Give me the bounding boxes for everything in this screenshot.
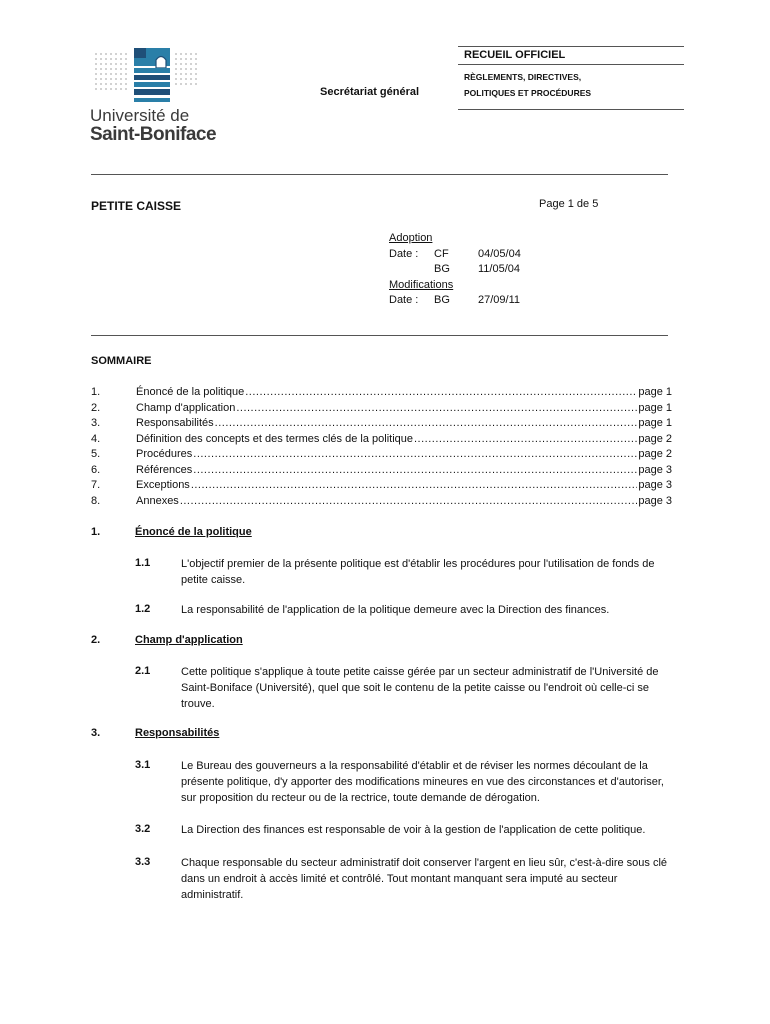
subsection-text: Chaque responsable du secteur administratif doit conserver l'argent en lieu sûr, c'est-à-dire sous clé dans un endroit à accès limité et contrôlé. Tout montant manquant sera imputé au secteur administratif. (181, 857, 668, 901)
toc-num: 1. (91, 386, 101, 398)
toc-item[interactable] (91, 463, 672, 479)
section-title: Responsabilités (135, 727, 220, 739)
toc-page: page 1 (638, 401, 672, 414)
section-number: 2. (91, 634, 101, 646)
document-title: PETITE CAISSE (91, 199, 182, 213)
recueil-divider (458, 109, 684, 110)
toc-item[interactable] (91, 447, 672, 463)
logo-line1: Université de (90, 106, 190, 125)
toc-label: Responsabilités (136, 417, 214, 429)
toc-page: page 1 (638, 386, 672, 398)
toc-label: Exceptions (136, 479, 190, 491)
recueil-box (458, 46, 684, 110)
header-divider (91, 174, 668, 175)
subsection-number: 1.1 (135, 557, 151, 569)
subsection-number: 1.2 (135, 603, 151, 615)
subsection-number: 3.2 (135, 823, 151, 835)
toc-leader (191, 478, 638, 494)
modification-code: BG (434, 294, 450, 306)
subsection-text: La responsabilité de l'application de la politique demeure avec la Direction des finances. (181, 604, 610, 616)
toc-item[interactable] (91, 478, 672, 494)
adoption-code: BG (434, 263, 450, 275)
section-number: 3. (91, 727, 101, 739)
subsection-text: La Direction des finances est responsable de voir à la gestion de l'application de cette politique. (181, 824, 646, 836)
modification-date: 27/09/11 (478, 294, 521, 306)
toc-label: Champ d'application (136, 401, 236, 414)
toc-num: 3. (91, 417, 101, 429)
toc-num: 8. (91, 494, 101, 507)
recueil-title: RECUEIL OFFICIEL (458, 46, 684, 65)
adoption-divider (91, 335, 668, 336)
toc-num: 4. (91, 432, 101, 445)
toc-page: page 3 (638, 479, 672, 491)
toc-label: Annexes (136, 494, 179, 507)
toc-label: Procédures (136, 448, 193, 460)
table-of-contents (91, 385, 672, 509)
toc-item[interactable] (91, 416, 672, 432)
adoption-date: 11/05/04 (478, 263, 521, 275)
toc-page: page 2 (638, 432, 672, 445)
adoption-heading: Adoption (389, 232, 433, 244)
adoption-code: CF (434, 247, 449, 260)
toc-num: 2. (91, 401, 101, 414)
secretariat-label: Secrétariat général (320, 86, 420, 98)
toc-label: Énoncé de la politique (136, 386, 245, 398)
subsection-text: Le Bureau des gouverneurs a la responsabilité d'établir et de réviser les normes découlant de la présente politique, d'y apporter des modifications mineures en vue des circonstances et d'autoriser, sur proposition du recteur ou de la rectrice, toute demande de dérogation. (181, 760, 664, 804)
toc-leader (193, 447, 637, 463)
toc-leader (245, 385, 637, 401)
modifications-date-label: Date : (389, 294, 419, 306)
toc-num: 7. (91, 479, 101, 491)
toc-page: page 2 (638, 448, 672, 460)
toc-item[interactable] (91, 385, 672, 401)
sommaire-heading: SOMMAIRE (91, 355, 152, 367)
section-title: Énoncé de la politique (135, 526, 252, 538)
toc-leader (414, 432, 637, 448)
section-number: 1. (91, 526, 101, 538)
recueil-subtitle-1: RÈGLEMENTS, DIRECTIVES, (464, 72, 582, 82)
toc-page: page 3 (638, 494, 672, 507)
toc-page: page 1 (638, 417, 672, 429)
toc-item[interactable] (91, 494, 672, 510)
logo-emblem-icon (90, 44, 220, 106)
subsection-number: 3.1 (135, 759, 151, 771)
toc-num: 6. (91, 463, 101, 476)
subsection-text: L'objectif premier de la présente politique est d'établir les procédures pour l'utilisation de fonds de petite caisse. (181, 558, 655, 586)
recueil-subtitle-2: POLITIQUES ET PROCÉDURES (464, 88, 592, 98)
subsection-text: Cette politique s'applique à toute petite caisse gérée par un secteur administratif de l'Université de Saint-Boniface (Université), quel que soit le contenu de la petite caisse ou l'endroit où celle-ci se trouve. (181, 666, 659, 710)
logo-line2: Saint-Boniface (90, 124, 217, 145)
toc-leader (215, 416, 638, 432)
adoption-date: 04/05/04 (478, 247, 521, 260)
toc-label: Références (136, 463, 193, 476)
toc-leader (236, 401, 637, 417)
toc-num: 5. (91, 448, 101, 460)
subsection-number: 3.3 (135, 856, 151, 868)
toc-page: page 3 (638, 463, 672, 476)
subsection-number: 2.1 (135, 665, 151, 677)
toc-label: Définition des concepts et des termes clés de la politique (136, 432, 413, 445)
page-number: Page 1 de 5 (539, 198, 599, 210)
university-logo (90, 44, 220, 144)
toc-item[interactable] (91, 401, 672, 417)
section-title: Champ d'application (135, 634, 243, 646)
toc-leader (180, 494, 638, 510)
toc-item[interactable] (91, 432, 672, 448)
modifications-heading: Modifications (389, 278, 454, 291)
adoption-date-label: Date : (389, 247, 419, 260)
toc-leader (193, 463, 637, 479)
